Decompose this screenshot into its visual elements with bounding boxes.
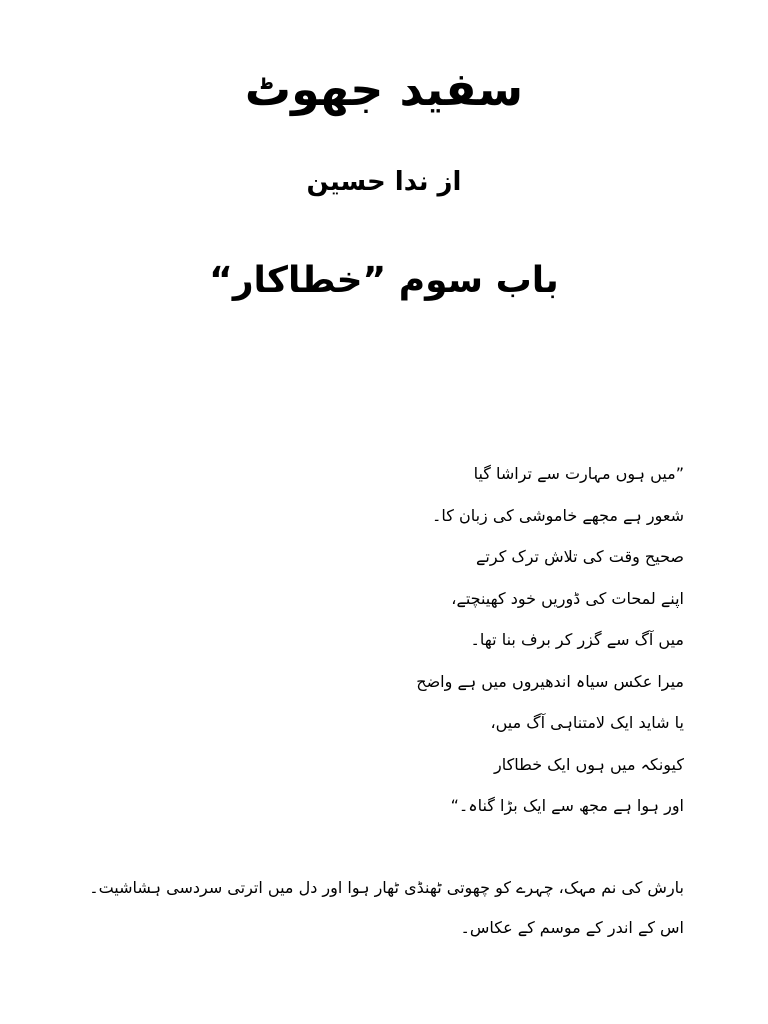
poem-line: یا شاید ایک لامتناہی آگ میں، bbox=[490, 713, 684, 732]
poem-line: میں آگ سے گزر کر برف بنا تھا۔ bbox=[470, 630, 684, 649]
poem-line: میرا عکس سیاہ اندھیروں میں ہے واضح bbox=[416, 671, 684, 691]
chapter-heading: باب سوم ”خطاکار“ bbox=[209, 260, 559, 301]
poem-line: صحیح وقت کی تلاش ترک کرتے bbox=[476, 547, 684, 566]
poem-line: اور ہوا ہے مجھ سے ایک بڑا گناہ۔“ bbox=[450, 796, 684, 815]
poem-line: ”میں ہوں مہارت سے تراشا گیا bbox=[473, 464, 684, 483]
prose-paragraph bbox=[84, 870, 684, 950]
prose-line: بارش کی نم مہک، چہرے کو چھوتی ٹھنڈی ٹھار ہوا اور دل میں اترتی سردسی ہشاشیت۔ bbox=[89, 878, 684, 897]
poem-line: اپنے لمحات کی ڈوریں خود کھینچتے، bbox=[451, 588, 684, 608]
book-title: سفید جھوٹ bbox=[244, 62, 524, 116]
prose-line: اس کے اندر کے موسم کے عکاس۔ bbox=[460, 918, 684, 937]
poem-line: کیونکہ میں ہوں ایک خطاکار bbox=[493, 754, 684, 774]
author-line: از ندا حسین bbox=[306, 167, 462, 197]
poem-block bbox=[324, 455, 684, 829]
poem-line: شعور ہے مجھے خاموشی کی زبان کا۔ bbox=[432, 505, 684, 525]
